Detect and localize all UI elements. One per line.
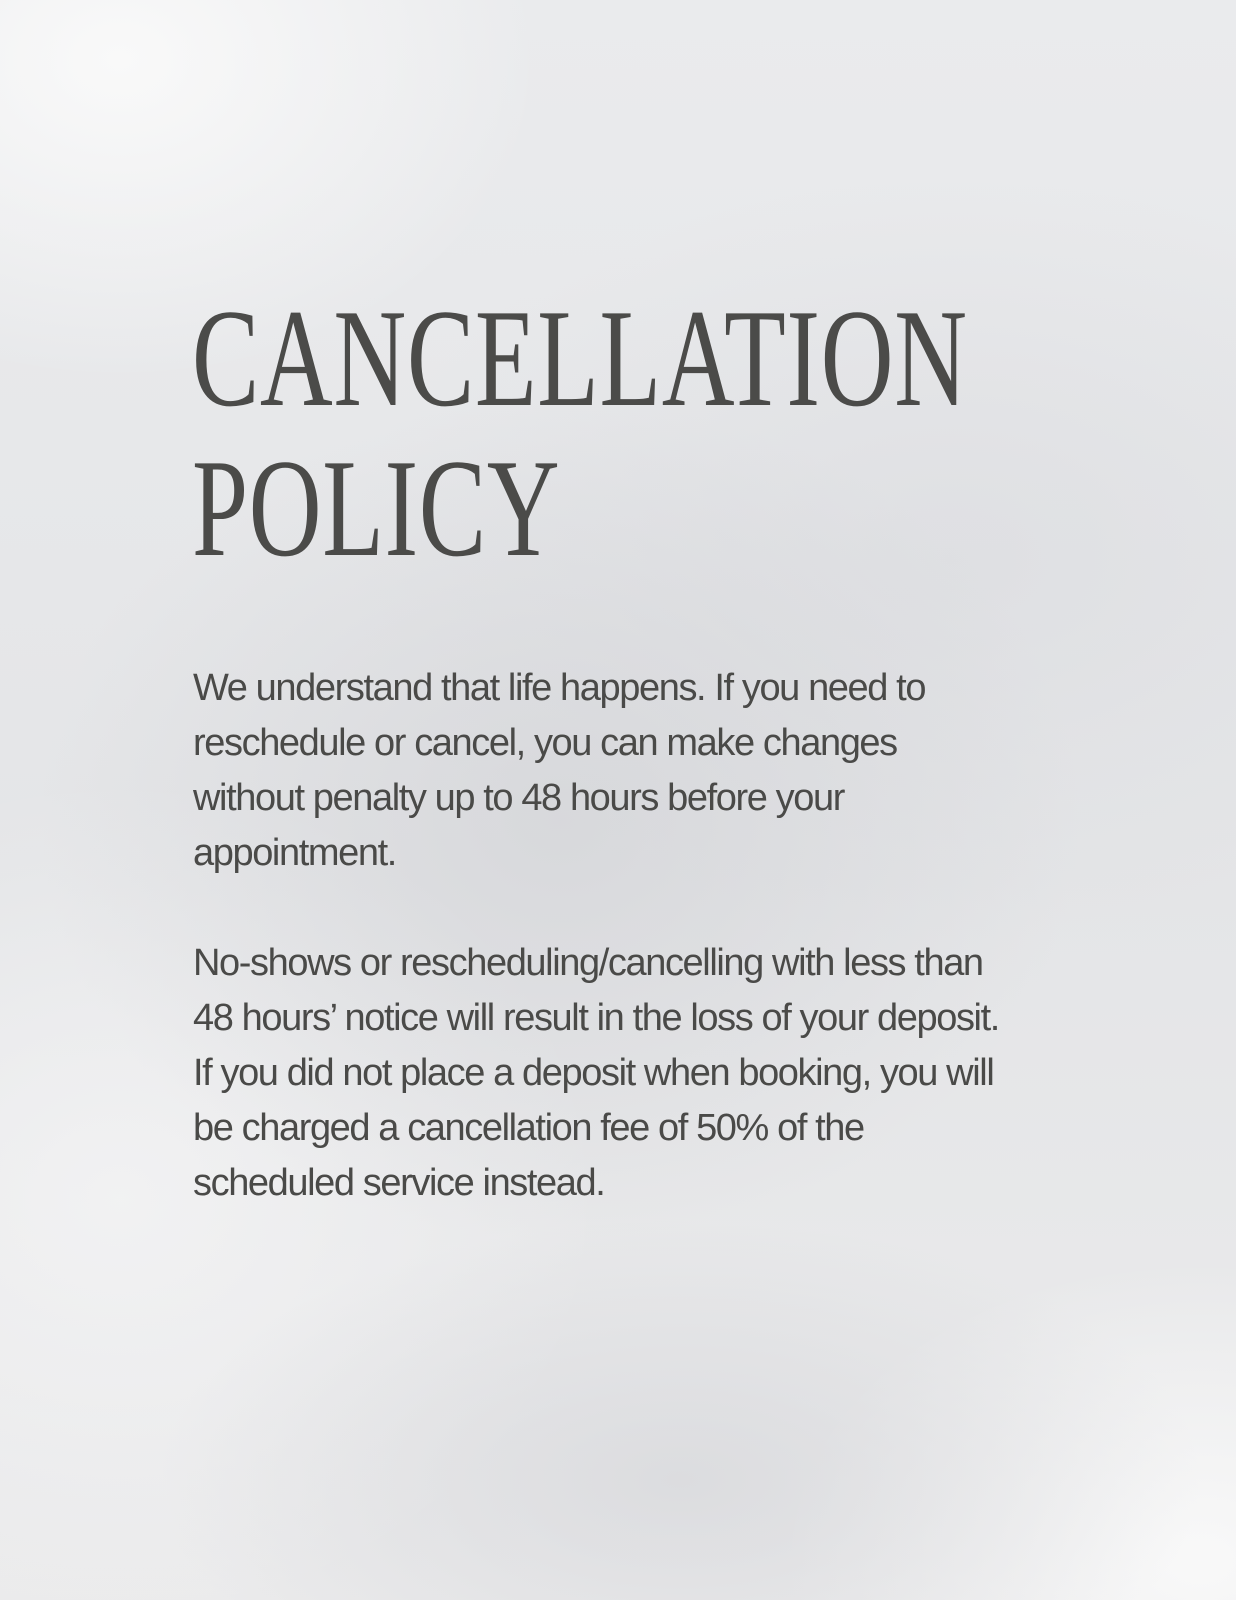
paragraph-2-line-3: If you did not place a deposit when booking, you will [193,1052,994,1094]
page-title [192,281,968,586]
paragraph-2-line-2: 48 hours’ notice will result in the loss of your deposit. [193,997,999,1039]
paragraph-1-line-1: We understand that life happens. If you need to [193,667,926,709]
policy-paragraph-2 [193,936,1093,1211]
paragraph-2-line-5: scheduled service instead. [193,1162,605,1204]
title-line-1: CANCELLATION [192,281,968,436]
paragraph-1-line-4: appointment. [193,832,396,874]
paragraph-1-line-2: reschedule or cancel, you can make changes [193,722,897,764]
paragraph-1-line-3: without penalty up to 48 hours before your [193,777,844,819]
policy-paragraph-1 [193,661,1093,881]
paragraph-2-line-1: No-shows or rescheduling/cancelling with less than [193,942,983,984]
title-line-2: POLICY [192,431,561,586]
policy-body [193,661,1093,1211]
paragraph-2-line-4: be charged a cancellation fee of 50% of the [193,1107,864,1149]
